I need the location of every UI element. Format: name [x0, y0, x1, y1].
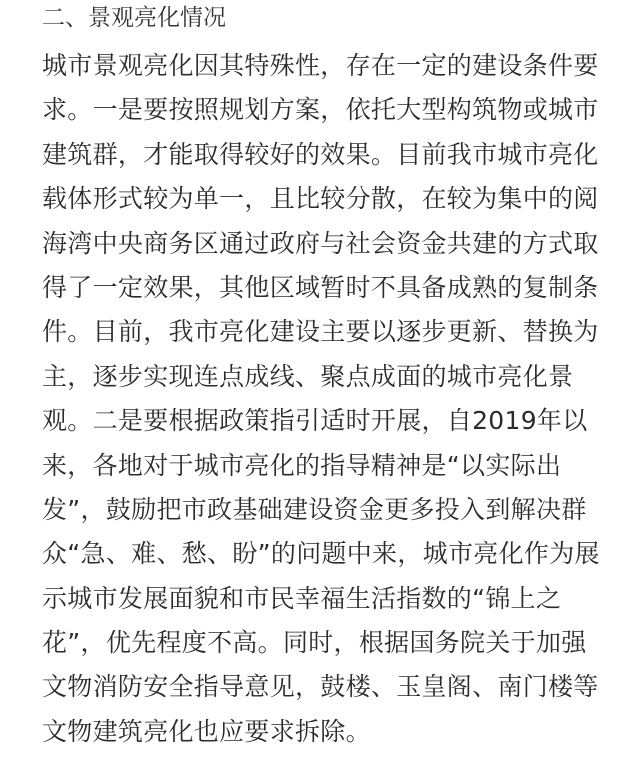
paragraph-line: 文物消防安全指导意见，鼓楼、玉皇阁、南门楼等	[42, 672, 599, 702]
paragraph-line: 件。目前，我市亮化建设主要以逐步更新、替换为	[42, 317, 599, 347]
paragraph-line: 示城市发展面貌和市民幸福生活指数的“锦上之	[42, 583, 562, 613]
paragraph-line: 求。一是要按照规划方案，依托大型构筑物或城市	[42, 95, 599, 125]
section-heading: 二、景观亮化情况	[42, 5, 226, 31]
paragraph-line: 来，各地对于城市亮化的指导精神是“以实际出	[42, 450, 562, 480]
paragraph-line: 花”，优先程度不高。同时，根据国务院关于加强	[42, 628, 587, 658]
paragraph-line: 海湾中央商务区通过政府与社会资金共建的方式取	[42, 228, 599, 258]
paragraph-line: 众“急、难、愁、盼”的问题中来，城市亮化作为展	[42, 539, 600, 569]
paragraph-line: 城市景观亮化因其特殊性，存在一定的建设条件要	[42, 51, 599, 80]
paragraph-line: 发”，鼓励把市政基础建设资金更多投入到解决群	[42, 494, 587, 524]
paragraph-line: 主，逐步实现连点成线、聚点成面的城市亮化景	[42, 361, 574, 391]
paragraph-line: 载体形式较为单一，且比较分散，在较为集中的阅	[42, 184, 599, 214]
paragraph	[42, 44, 640, 754]
paragraph-line: 建筑群，才能取得较好的效果。目前我市城市亮化	[42, 139, 599, 169]
paragraph-line: 文物建筑亮化也应要求拆除。	[42, 716, 371, 746]
paragraph-line: 得了一定效果，其他区域暂时不具备成熟的复制条	[42, 272, 599, 302]
paragraph-line: 观。二是要根据政策指引适时开展，自2019年以	[42, 406, 588, 436]
